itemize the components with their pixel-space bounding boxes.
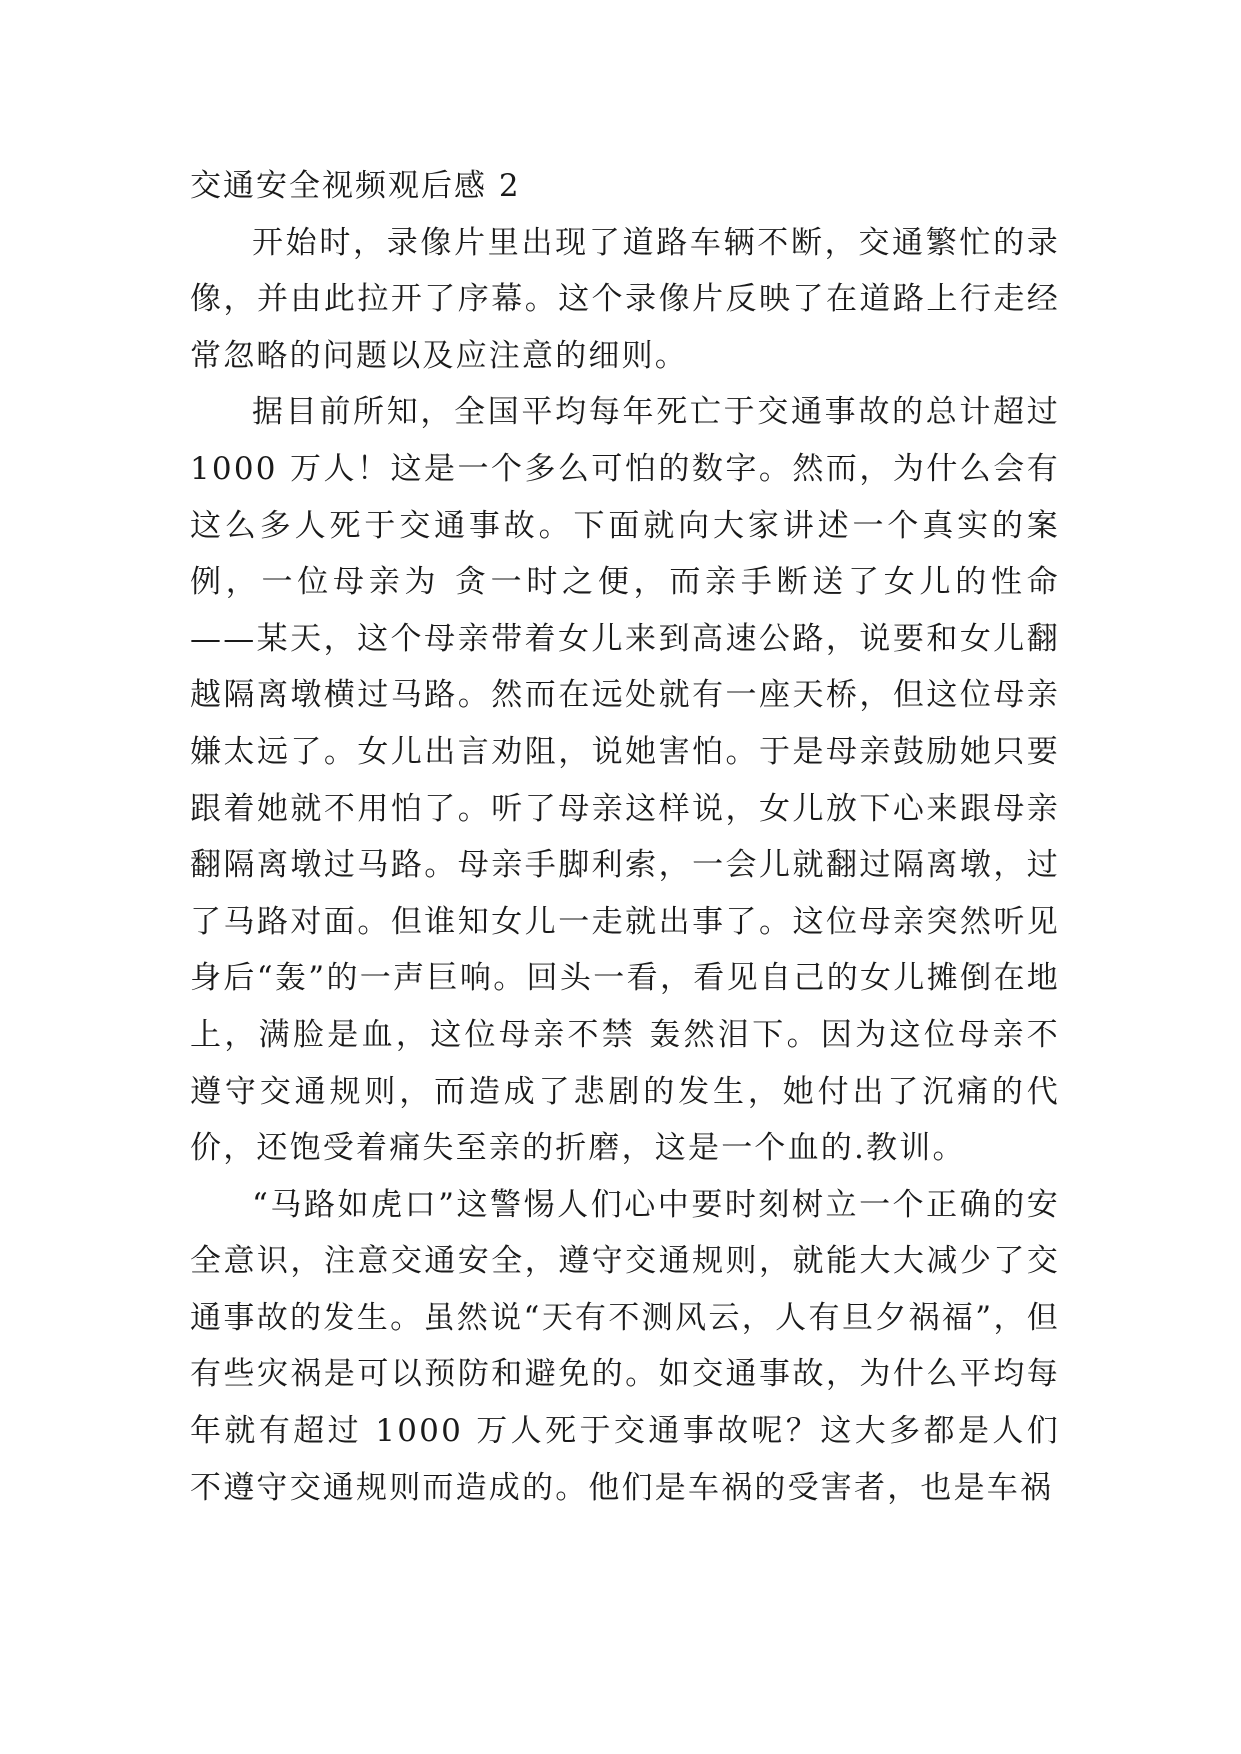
paragraph-intro: 开始时，录像片里出现了道路车辆不断，交通繁忙的录像，并由此拉开了序幕。这个录像片反映了在道路上行走经常忽略的问题以及应注意的细则。 — [190, 224, 1060, 374]
document-body — [190, 158, 1060, 1516]
paragraph-reflection: “马路如虎口”这警惕人们心中要时刻树立一个正确的安全意识，注意交通安全，遵守交通规则，就能大大减少了交通事故的发生。虽然说“天有不测风云，人有旦夕祸福”，但有些灾祸是可以预防和避免的。如交通事故，为什么平均每年就有超过 1000 万人死于交通事故呢？这大多都是人们不遵守交通规则而造成的。他们是车祸的受害者，也是车祸 — [190, 1186, 1060, 1506]
document-title: 交通安全视频观后感 2 — [190, 168, 521, 204]
paragraph-case-story: 据目前所知，全国平均每年死亡于交通事故的总计超过 1000 万人！这是一个多么可怕的数字。然而，为什么会有这么多人死于交通事故。下面就向大家讲述一个真实的案例，一位母亲为 贪一时之便，而亲手断送了女儿的性命——某天，这个母亲带着女儿来到高速公路，说要和女儿翻越隔离墩横过马路。然而在远处就有一座天桥，但这位母亲嫌太远了。女儿出言劝阻，说她害怕。于是母亲鼓励她只要跟着她就不用怕了。听了母亲这样说，女儿放下心来跟母亲翻隔离墩过马路。母亲手脚利索，一会儿就翻过隔离墩，过了马路对面。但谁知女儿一走就出事了。这位母亲突然听见身后“轰”的一声巨响。回头一看，看见自己的女儿摊倒在地上，满脸是血，这位母亲不禁 轰然泪下。因为这位母亲不遵守交通规则，而造成了悲剧的发生，她付出了沉痛的代价，还饱受着痛失至亲的折磨，这是一个血的.教训。 — [190, 394, 1060, 1167]
